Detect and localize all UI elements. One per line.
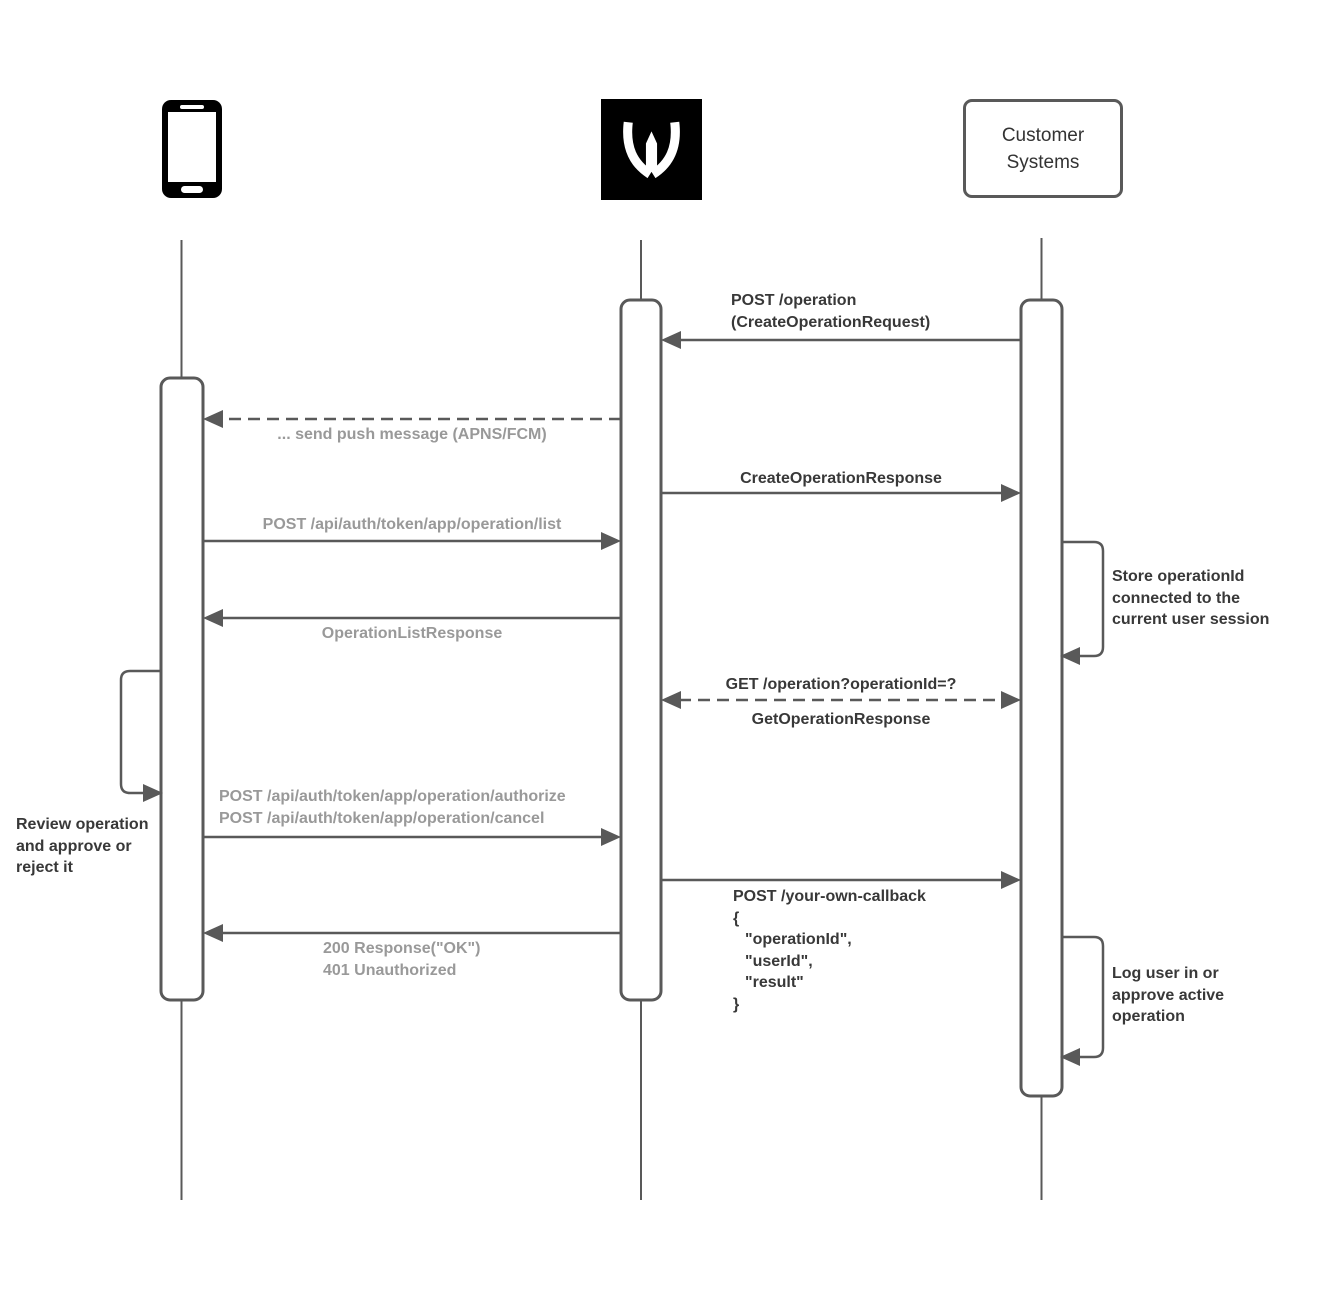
label-get-operation: GET /operation?operationId=? bbox=[725, 676, 957, 693]
customer-systems-label: Customer Systems bbox=[1001, 124, 1085, 173]
label-push-message: ... send push message (APNS/FCM) bbox=[277, 426, 547, 443]
label-create-operation-request: POST /operation (CreateOperationRequest) bbox=[731, 292, 931, 331]
label-authorize-cancel: POST /api/auth/token/app/operation/authorize POST /api/auth/token/app/operation/cancel bbox=[219, 788, 566, 827]
arrow-authorize-cancel bbox=[203, 828, 621, 846]
arrow-create-operation-request bbox=[661, 331, 1021, 349]
activation-phone bbox=[161, 378, 203, 1000]
self-loop-review-operation bbox=[121, 671, 163, 802]
note-log-user: Log user in or approve active operation bbox=[1112, 965, 1225, 1025]
activation-customer bbox=[1021, 300, 1062, 1096]
label-operation-list-response: OperationListResponse bbox=[321, 625, 503, 642]
arrows bbox=[121, 331, 1103, 1066]
label-response-codes: 200 Response("OK") 401 Unauthorized bbox=[323, 940, 481, 979]
label-create-operation-response: CreateOperationResponse bbox=[740, 470, 942, 487]
self-loop-store-operation bbox=[1060, 542, 1103, 665]
note-store-operation: Store operationId connected to the current user session bbox=[1112, 568, 1270, 628]
activation-service bbox=[621, 300, 661, 1000]
label-operation-list: POST /api/auth/token/app/operation/list bbox=[262, 516, 562, 533]
label-callback: POST /your-own-callback { "operationId", "userId", "result" } bbox=[733, 888, 926, 1013]
label-get-operation-response: GetOperationResponse bbox=[751, 711, 931, 728]
note-review-operation: Review operation and approve or reject it bbox=[16, 816, 149, 876]
self-loop-log-user bbox=[1060, 937, 1103, 1066]
